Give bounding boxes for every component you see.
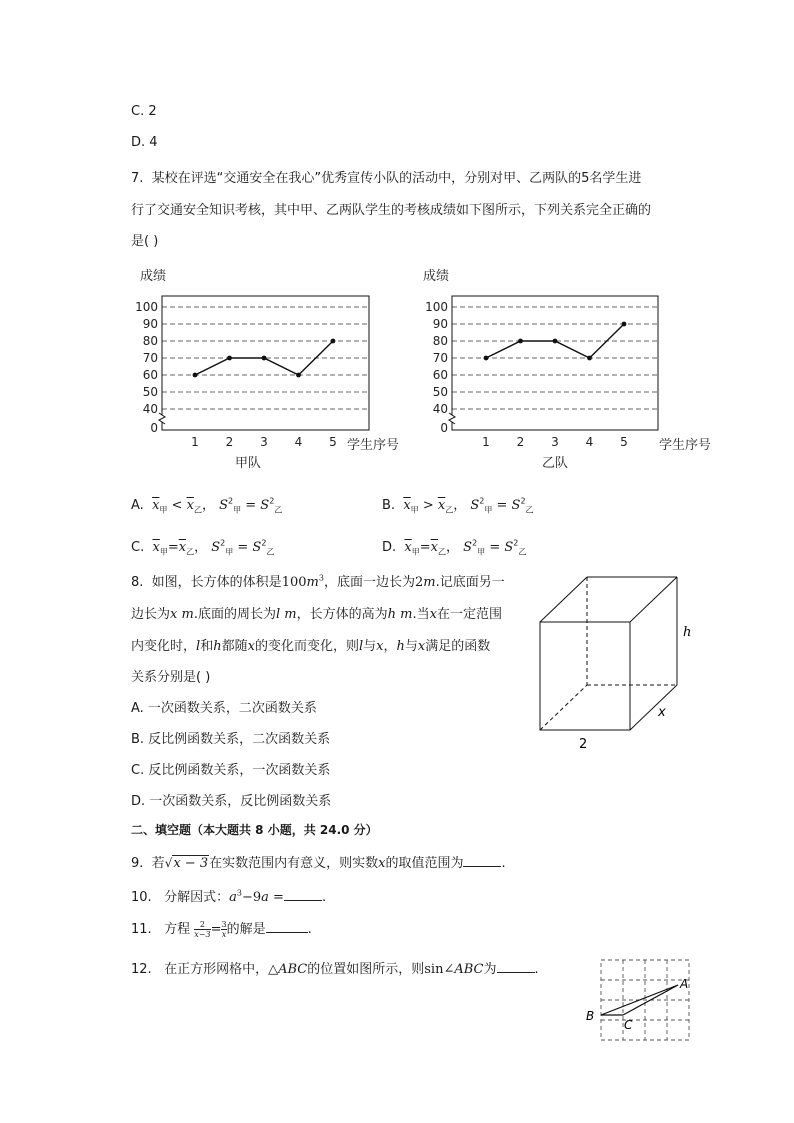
chart-jia-ytick-label: 80 bbox=[142, 334, 158, 348]
chart-jia-xtick-label: 2 bbox=[225, 435, 234, 449]
chart-jia-data-point bbox=[296, 373, 301, 378]
chart-yi-axes bbox=[449, 296, 658, 430]
chart-yi-xtick-label: 4 bbox=[585, 435, 594, 449]
chart-yi-ytick-label: 60 bbox=[432, 368, 448, 382]
chart-jia-frame bbox=[162, 296, 369, 430]
q7-option-d: D. $\overline{x}_甲=\overline{x}_乙$， $S^2_甲 = S^2_乙$ bbox=[382, 538, 527, 557]
q8-option-d: D. 一次函数关系，反比例函数关系 bbox=[131, 794, 332, 809]
q9: 9. 若√x − 3在实数范围内有意义，则实数x的取值范围为 . bbox=[131, 856, 506, 871]
chart-jia-data-point bbox=[193, 373, 198, 378]
chart-yi-xtick-label: 1 bbox=[482, 435, 490, 449]
cuboid-hidden-edge bbox=[540, 685, 587, 730]
chart-jia-xticks bbox=[191, 435, 337, 449]
chart-yi-yticks bbox=[425, 300, 448, 435]
q10-blank[interactable] bbox=[284, 888, 322, 901]
chart-jia-xlabel: 学生序号 bbox=[347, 438, 400, 453]
q7-line3: 是( ) bbox=[131, 234, 159, 249]
label-c: C bbox=[624, 1018, 633, 1032]
label-b: B bbox=[586, 1009, 595, 1023]
chart-jia-axes bbox=[159, 296, 369, 430]
chart-yi-ytick-label: 100 bbox=[425, 300, 448, 314]
q7-option-a: A. $\overline{x}_甲 < \overline{x}_乙$， $S^2_甲 = S^2_乙$ bbox=[131, 496, 283, 515]
cuboid-label-2: 2 bbox=[579, 737, 588, 752]
chart-jia-xtick-label: 4 bbox=[294, 435, 303, 449]
chart-jia-ytick-label: 40 bbox=[142, 402, 158, 416]
cuboid-figure bbox=[530, 570, 700, 755]
cuboid-front-face bbox=[540, 622, 630, 730]
chart-jia-data-point bbox=[227, 356, 232, 361]
chart-yi-data-point bbox=[484, 356, 489, 361]
chart-yi-ytick-label: 70 bbox=[432, 351, 448, 365]
q7-option-b: B. $\overline{x}_甲 > \overline{x}_乙$， $S^2_甲 = S^2_乙$ bbox=[382, 496, 534, 515]
chart-jia-ytick-label: 50 bbox=[142, 385, 158, 399]
cuboid-edge bbox=[630, 685, 677, 730]
chart-yi-xtick-label: 2 bbox=[516, 435, 525, 449]
cuboid-label-x: x bbox=[658, 705, 666, 720]
q8-line3: 内变化时，l和h都随x的变化而变化，则l与x，h与x满足的函数 bbox=[131, 639, 491, 654]
cuboid-label-h: h bbox=[683, 625, 692, 640]
option-c-prev: C. 2 bbox=[131, 104, 157, 119]
q7-option-c: C. $\overline{x}_甲=\overline{x}_乙$， $S^2_甲 = S^2_乙$ bbox=[131, 538, 275, 557]
chart-jia bbox=[125, 262, 425, 472]
chart-yi-data-point bbox=[622, 322, 627, 327]
chart-jia-ylabel: 成绩 bbox=[140, 269, 167, 284]
q12-grid-figure bbox=[583, 955, 703, 1045]
q11-blank[interactable] bbox=[266, 920, 308, 933]
q7-text-1: 某校在评选“交通安全在我心”优秀宣传小队的活动中，分别对甲、乙两队的5名学生进 bbox=[151, 171, 642, 186]
q8-line4: 关系分别是( ) bbox=[131, 670, 211, 685]
q7-line2: 行了交通安全知识考核，其中甲、乙两队学生的考核成绩如下图所示，下列关系完全正确的 bbox=[131, 203, 652, 218]
chart-yi-ylabel: 成绩 bbox=[423, 269, 450, 284]
chart-yi-grid bbox=[452, 307, 658, 409]
q8-line2: 边长为x m.底面的周长为l m，长方体的高为h m.当x在一定范围 bbox=[131, 607, 502, 622]
option-d-prev: D. 4 bbox=[131, 135, 158, 150]
chart-jia-ytick-label: 70 bbox=[142, 351, 158, 365]
chart-yi-ytick-label: 50 bbox=[432, 385, 448, 399]
chart-jia-ytick-label: 0 bbox=[150, 421, 158, 435]
chart-yi-title: 乙队 bbox=[542, 456, 569, 471]
q7-line1 bbox=[131, 167, 641, 186]
chart-jia-ytick-label: 100 bbox=[135, 300, 158, 314]
chart-yi bbox=[418, 262, 728, 472]
chart-jia-data-point bbox=[331, 339, 336, 344]
chart-yi-data-point bbox=[587, 356, 592, 361]
chart-jia-xtick-label: 1 bbox=[191, 435, 199, 449]
chart-jia-ytick-label: 60 bbox=[142, 368, 158, 382]
q7-number: 7. bbox=[131, 171, 144, 186]
label-a: A bbox=[680, 977, 689, 991]
chart-yi-ytick-label: 40 bbox=[432, 402, 448, 416]
chart-yi-xtick-label: 5 bbox=[620, 435, 628, 449]
q12-blank[interactable] bbox=[497, 960, 535, 973]
chart-jia-xtick-label: 3 bbox=[260, 435, 268, 449]
q8-option-b: B. 反比例函数关系，二次函数关系 bbox=[131, 732, 331, 747]
chart-yi-xtick-label: 3 bbox=[551, 435, 559, 449]
chart-jia-title: 甲队 bbox=[235, 456, 262, 471]
chart-jia-data-point bbox=[262, 356, 267, 361]
chart-jia-ytick-label: 90 bbox=[142, 317, 158, 331]
q8-option-a: A. 一次函数关系，二次函数关系 bbox=[131, 701, 317, 716]
section2-title: 二、填空题（本大题共 8 小题，共 24.0 分） bbox=[131, 823, 378, 837]
chart-yi-frame bbox=[452, 296, 658, 430]
q9-blank[interactable] bbox=[463, 854, 501, 867]
chart-yi-ytick-label: 90 bbox=[432, 317, 448, 331]
q10: 10. 分解因式：$a^3-9a$ = . bbox=[131, 888, 327, 905]
q11: 11. 方程 $\frac{2}{x-3}$ = $\frac{3}{x}$ 的解是 . bbox=[131, 920, 312, 939]
chart-yi-ytick-label: 80 bbox=[432, 334, 448, 348]
chart-yi-xticks bbox=[482, 435, 628, 449]
q8-option-c: C. 反比例函数关系，一次函数关系 bbox=[131, 763, 331, 778]
chart-yi-data-point bbox=[518, 339, 523, 344]
chart-yi-xlabel: 学生序号 bbox=[659, 438, 712, 453]
chart-yi-ytick-label: 0 bbox=[440, 421, 448, 435]
chart-yi-data-point bbox=[553, 339, 558, 344]
cuboid-edge bbox=[540, 577, 587, 622]
chart-jia-xtick-label: 5 bbox=[329, 435, 337, 449]
q8-line1: 8. 如图，长方体的体积是$100m^3$，底面一边长为2m.记底面另一 bbox=[131, 573, 505, 590]
chart-jia-yticks bbox=[135, 300, 158, 435]
cuboid-edge bbox=[630, 577, 677, 622]
q12: 12. 在正方形网格中，△ABC的位置如图所示，则sin∠ABC为 . bbox=[131, 962, 539, 977]
